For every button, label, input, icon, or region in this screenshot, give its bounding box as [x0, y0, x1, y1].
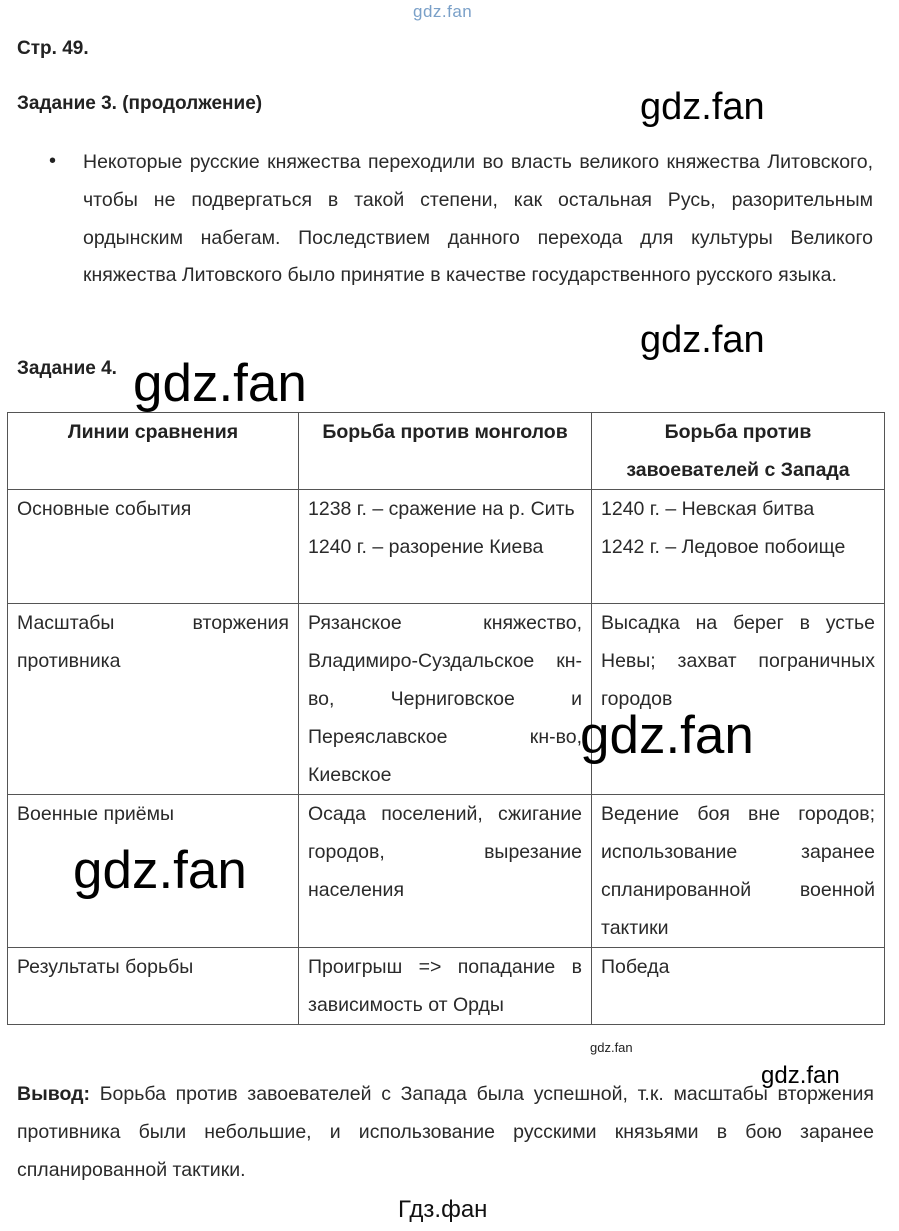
watermark-left-lower: gdz.fan — [73, 841, 247, 900]
row-label: Основные события — [17, 498, 192, 520]
row-label-cell — [8, 604, 299, 795]
watermark-conclusion: gdz.fan — [761, 1062, 840, 1089]
west-cell — [592, 795, 885, 948]
mongols-cell — [299, 490, 592, 604]
header-cell: Борьба против монголов — [299, 413, 592, 490]
task3-paragraph: Некоторые русские княжества переходили во власть великого княжества Литовского, чтобы не подвергаться в такой степени, как остальная Русь, разорительным ордынским набегам. Последствием данного перехода для культуры Великого княжества Литовского было принятие в качестве государственного русского языка. — [83, 151, 873, 287]
cell-line: 1242 г. – Ледовое побоище — [601, 536, 846, 558]
west-cell — [592, 490, 885, 604]
row-label: Военные приёмы — [17, 803, 175, 825]
watermark-right-1: gdz.fan — [640, 86, 765, 128]
watermark-footer: Гдз.фан — [398, 1196, 488, 1223]
cell-line: 1240 г. – разорение Киева — [308, 536, 544, 558]
page-label: Стр. 49. — [17, 38, 89, 59]
bullet-icon: • — [49, 150, 57, 172]
watermark-small: gdz.fan — [590, 1040, 633, 1055]
watermark-middle-right: gdz.fan — [580, 706, 754, 765]
conclusion-label: Вывод: — [17, 1083, 90, 1105]
watermark-right-2: gdz.fan — [640, 319, 765, 361]
header-cell: Борьба против завоевателей с Запада — [592, 413, 885, 490]
table-row — [8, 490, 885, 604]
header-cell: Линии сравнения — [8, 413, 299, 490]
cell-line: Рязанское княжество, Владимиро-Суздальское кн-во, Черниговское и Переяславское кн-во, Киевское — [308, 612, 582, 786]
task3-title: Задание 3. (продолжение) — [17, 93, 263, 114]
west-cell — [592, 948, 885, 1025]
row-label: Масштабы вторжения противника — [17, 612, 289, 672]
cell-line: Победа — [601, 956, 670, 978]
mongols-cell — [299, 604, 592, 795]
cell-line: Осада поселений, сжигание городов, вырезание населения — [308, 803, 582, 901]
mongols-cell — [299, 795, 592, 948]
row-label: Результаты борьбы — [17, 956, 194, 978]
cell-line: 1240 г. – Невская битва — [601, 498, 815, 520]
table-row — [8, 948, 885, 1025]
watermark-top: gdz.fan — [413, 2, 473, 21]
row-label-cell — [8, 490, 299, 604]
cell-line: Проигрыш => попадание в зависимость от Орды — [308, 956, 582, 1016]
conclusion-paragraph — [17, 1076, 874, 1189]
row-label-cell — [8, 948, 299, 1025]
mongols-cell — [299, 948, 592, 1025]
conclusion-text: Борьба против завоевателей с Запада была успешной, т.к. масштабы вторжения противника были небольшие, и использование русскими князьями в бою заранее спланированной тактики. — [17, 1083, 874, 1181]
watermark-left-big: gdz.fan — [133, 354, 307, 413]
table-header-row — [8, 413, 885, 490]
cell-line: Высадка на берег в устье Невы; захват пограничных городов — [601, 612, 875, 710]
cell-line: Ведение боя вне городов; использование заранее спланированной военной тактики — [601, 803, 875, 939]
task4-title: Задание 4. — [17, 358, 117, 379]
cell-line: 1238 г. – сражение на р. Сить — [308, 498, 575, 520]
